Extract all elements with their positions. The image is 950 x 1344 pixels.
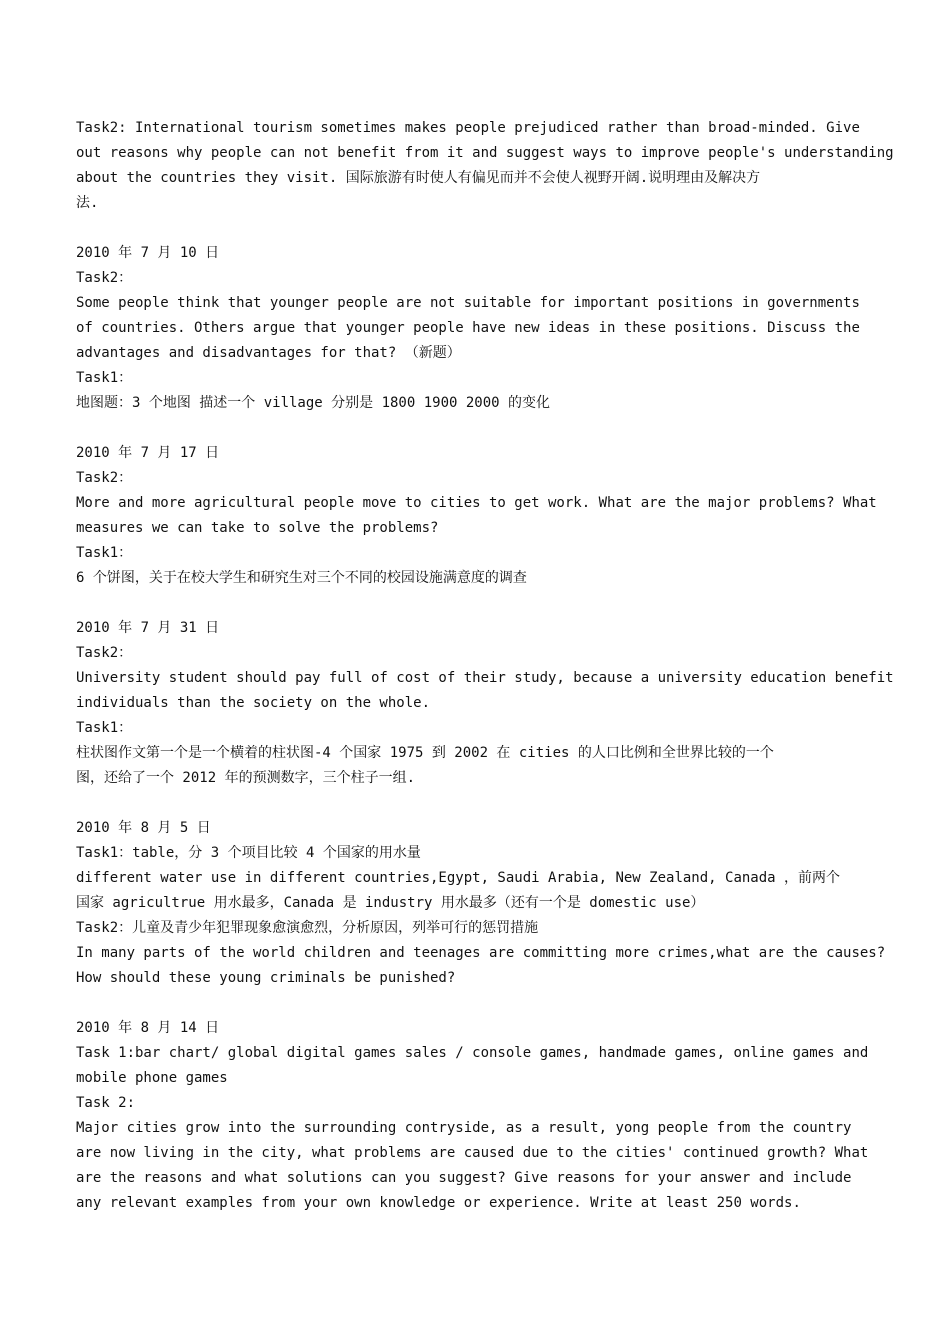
paragraph-gap — [76, 991, 896, 1016]
text-line: are the reasons and what solutions can you suggest? Give reasons for your answer and include — [76, 1170, 852, 1186]
section-date: 2010 年 7 月 17 日 — [76, 445, 220, 461]
section-2010-07-31 — [76, 616, 896, 791]
text-line: 地图题：3 个地图 描述一个 village 分别是 1800 1900 2000 的变化 — [76, 395, 551, 411]
task-label: Task1： — [76, 545, 133, 561]
paragraph-gap — [76, 216, 896, 241]
document-page — [76, 116, 896, 1216]
text-line: 柱状图作文第一个是一个横着的柱状图-4 个国家 1975 到 2002 在 cities 的人口比例和全世界比较的一个 — [76, 745, 774, 761]
section-date: 2010 年 8 月 5 日 — [76, 820, 211, 836]
text-line: about the countries they visit. 国际旅游有时使人有偏见而并不会使人视野开阔.说明理由及解决方 — [76, 170, 761, 186]
task-label: Task1： — [76, 720, 133, 736]
section-2010-07-10 — [76, 241, 896, 416]
text-line: mobile phone games — [76, 1070, 228, 1086]
text-line: any relevant examples from your own knowledge or experience. Write at least 250 words. — [76, 1195, 801, 1211]
text-line: 图，还给了一个 2012 年的预测数字，三个柱子一组. — [76, 770, 415, 786]
task-label: Task2： — [76, 270, 133, 286]
text-line: Major cities grow into the surrounding contryside, as a result, yong people from the country — [76, 1120, 852, 1136]
text-line: 6 个饼图，关于在校大学生和研究生对三个不同的校园设施满意度的调查 — [76, 570, 527, 586]
text-line: Task2: International tourism sometimes makes people prejudiced rather than broad-minded. Give — [76, 120, 860, 136]
text-line: University student should pay full of cost of their study, because a university education benefit — [76, 670, 894, 686]
section-2010-07-17 — [76, 441, 896, 591]
section-2010-08-05 — [76, 816, 896, 991]
text-line: advantages and disadvantages for that? （新题） — [76, 345, 461, 361]
paragraph-gap — [76, 416, 896, 441]
task-label: Task2： — [76, 645, 133, 661]
text-line: out reasons why people can not benefit from it and suggest ways to improve people's understanding — [76, 145, 894, 161]
paragraph-gap — [76, 791, 896, 816]
text-line: 法. — [76, 195, 99, 211]
text-line: In many parts of the world children and teenages are committing more crimes,what are the causes? — [76, 945, 886, 961]
section-intro — [76, 116, 896, 216]
text-line: of countries. Others argue that younger people have new ideas in these positions. Discuss the — [76, 320, 860, 336]
text-line: More and more agricultural people move to cities to get work. What are the major problems? What — [76, 495, 877, 511]
task-label: Task2： — [76, 470, 133, 486]
text-line: individuals than the society on the whole. — [76, 695, 431, 711]
section-2010-08-14 — [76, 1016, 896, 1216]
text-line: different water use in different countries,Egypt, Saudi Arabia, New Zealand, Canada ，前两个 — [76, 870, 841, 886]
text-line: Some people think that younger people are not suitable for important positions in governments — [76, 295, 860, 311]
text-line: How should these young criminals be punished? — [76, 970, 456, 986]
section-date: 2010 年 7 月 31 日 — [76, 620, 220, 636]
text-line: are now living in the city, what problems are caused due to the cities' continued growth? What — [76, 1145, 869, 1161]
text-line: Task1：table，分 3 个项目比较 4 个国家的用水量 — [76, 845, 421, 861]
section-date: 2010 年 7 月 10 日 — [76, 245, 220, 261]
paragraph-gap — [76, 591, 896, 616]
task-label: Task1： — [76, 370, 133, 386]
text-line: measures we can take to solve the problems? — [76, 520, 439, 536]
text-line: 国家 agricultrue 用水最多，Canada 是 industry 用水最多（还有一个是 domestic use） — [76, 895, 705, 911]
text-line: Task2：儿童及青少年犯罪现象愈演愈烈，分析原因，列举可行的惩罚措施 — [76, 920, 539, 936]
text-line: Task 1:bar chart/ global digital games sales / console games, handmade games, online games and — [76, 1045, 869, 1061]
task-label: Task 2: — [76, 1095, 136, 1111]
section-date: 2010 年 8 月 14 日 — [76, 1020, 220, 1036]
